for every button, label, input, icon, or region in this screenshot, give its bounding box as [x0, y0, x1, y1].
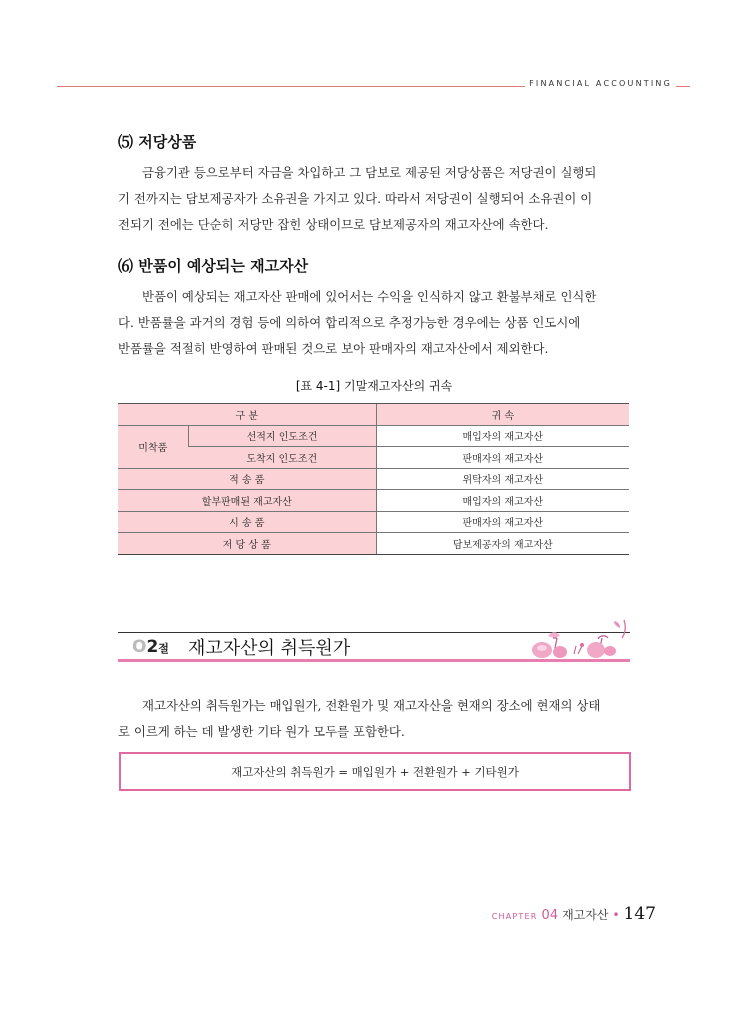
- footer-bullet: •: [612, 908, 620, 922]
- table-row: [118, 425, 629, 447]
- paragraph-line: 반품이 예상되는 재고자산 판매에 있어서는 수익을 인식하지 않고 환불부채로 인식한: [142, 289, 597, 304]
- paragraph-line: 다. 반품률을 과거의 경험 등에 의하여 합리적으로 추정가능한 경우에는 상품 인도시에: [118, 315, 581, 330]
- section-5-heading: ⑸ 저당상품: [118, 133, 197, 151]
- page-footer: [492, 904, 656, 924]
- table-group-label: 미착품: [118, 425, 188, 468]
- table-header-row: [118, 404, 629, 426]
- table-header-ownership: 귀 속: [376, 404, 629, 426]
- running-title: FINANCIAL ACCOUNTING: [525, 79, 676, 88]
- paragraph-line: 재고자산의 취득원가는 매입원가, 전환원가 및 재고자산을 현재의 장소에 현재의 상태: [142, 698, 601, 713]
- table-row-label: 적 송 품: [118, 468, 376, 490]
- section-title: 재고자산의 취득원가: [188, 638, 351, 659]
- section-6-heading: ⑹ 반품이 예상되는 재고자산: [118, 257, 309, 275]
- table-row-value: 판매자의 재고자산: [376, 447, 629, 469]
- paragraph-line: 금융기관 등으로부터 자금을 차입하고 그 담보로 제공된 저당상품은 저당권이 실행되: [142, 165, 597, 180]
- paragraph-line: 로 이르게 하는 데 발생한 기타 원가 모두를 포함한다.: [118, 724, 405, 739]
- table-header-category: 구 분: [118, 404, 376, 426]
- paragraph-line: 반품률을 적절히 반영하여 판매된 것으로 보아 판매자의 재고자산에서 제외한다.: [118, 341, 549, 356]
- section-bar-bottom-rule: [118, 659, 630, 662]
- table-row: [118, 468, 629, 490]
- paragraph-line: 전되기 전에는 단순히 저당만 잡힌 상태이므로 담보제공자의 재고자산에 속한다.: [118, 217, 549, 232]
- footer-chapter-word: CHAPTER: [491, 912, 538, 921]
- table-row-value: 위탁자의 재고자산: [376, 468, 629, 490]
- table-row: [118, 511, 629, 533]
- paragraph-line: 기 전까지는 담보제공자가 소유권을 가지고 있다. 따라서 저당권이 실행되어 소유권이 이: [118, 191, 593, 206]
- table-row-label: 선적지 인도조건: [188, 425, 376, 447]
- table-row-value: 매입자의 재고자산: [376, 425, 629, 447]
- formula-box: [119, 752, 631, 791]
- table-row-value: 담보제공자의 재고자산: [376, 533, 629, 555]
- table-row-value: 매입자의 재고자산: [376, 490, 629, 512]
- footer-chapter-title: 재고자산: [562, 908, 609, 922]
- page-number: 147: [623, 904, 656, 924]
- table-caption: [표 4-1] 기말재고자산의 귀속: [295, 379, 453, 393]
- table-row-value: 판매자의 재고자산: [376, 511, 629, 533]
- table-row: [118, 533, 629, 555]
- table-row: [118, 447, 629, 469]
- table-row-label: 도착지 인도조건: [188, 447, 376, 469]
- section-number: O2절: [132, 637, 169, 657]
- formula-text: 재고자산의 취득원가 = 매입원가 + 전환원가 + 기타원가: [231, 764, 519, 779]
- table-row-label: 할부판매된 재고자산: [118, 490, 376, 512]
- footer-chapter-number: 04: [541, 908, 559, 923]
- acquisition-cost-paragraph: [118, 693, 629, 745]
- decorative-fruit-illustration: [530, 618, 630, 660]
- section-6-paragraph: [118, 284, 629, 362]
- table-row-label: 저 당 상 품: [118, 533, 376, 555]
- table-row: [118, 490, 629, 512]
- section-5-paragraph: [118, 160, 629, 238]
- inventory-ownership-table: [118, 403, 629, 555]
- table-row-label: 시 송 품: [118, 511, 376, 533]
